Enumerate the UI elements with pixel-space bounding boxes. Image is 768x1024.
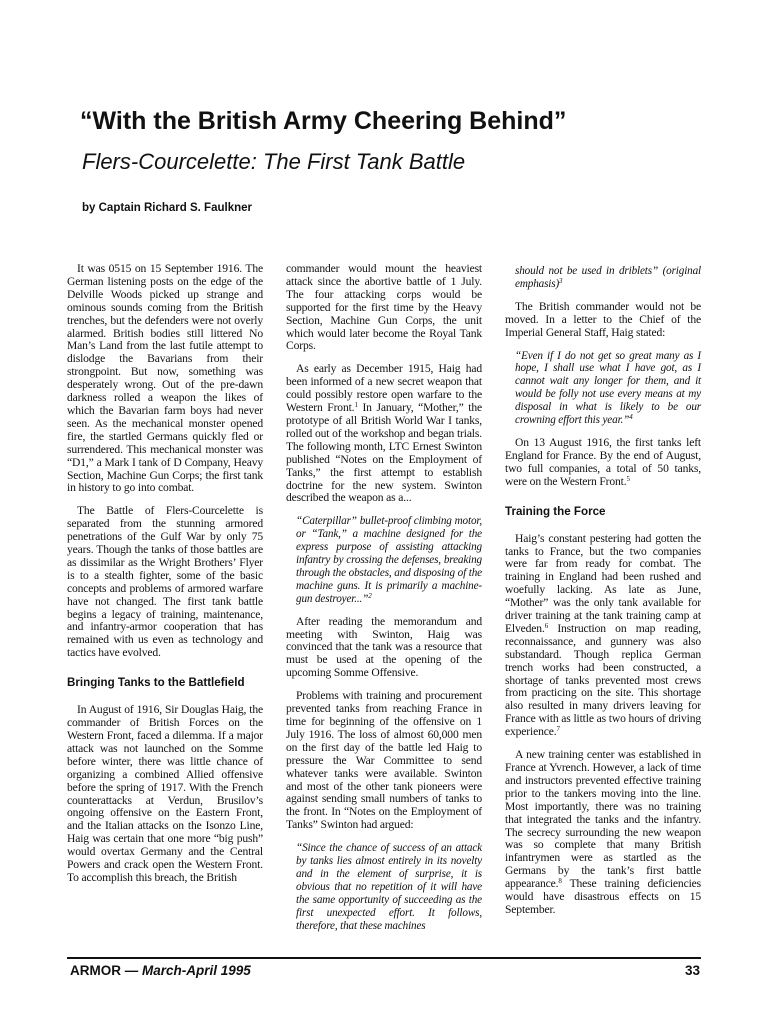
quote-text: “Caterpillar” bullet-proof climbing motor, or “Tank,” a machine designed for the express purpose of assisting attacking infantry by crossing the defenses, breaking through the obstacles, and disposing of the machine guns. It is primarily a machine-gun destroyer...” xyxy=(296,515,482,605)
block-quote xyxy=(286,515,482,605)
paragraph: commander would mount the heaviest attack since the abortive battle of 1 July. The four attacking corps would be supported for the first time by the Heavy Section, Machine Gun Corps, the unit which would later become the Royal Tank Corps. xyxy=(286,262,482,353)
paragraph xyxy=(286,363,482,505)
paragraph xyxy=(505,749,701,917)
block-quote xyxy=(505,350,701,427)
footer-rule xyxy=(67,957,701,959)
footnote-ref: 4 xyxy=(629,413,633,422)
footnote-ref: 1 xyxy=(354,401,358,410)
footer-publication xyxy=(70,962,251,980)
section-heading: Training the Force xyxy=(505,504,606,518)
quote-text: should not be used in driblets” (original emphasis) xyxy=(515,265,701,290)
text-run: On 13 August 1916, the first tanks left England for France. By the end of August, two full companies, a total of 50 tanks, were on the Western Front. xyxy=(505,435,701,488)
footnote-ref: 7 xyxy=(556,725,560,734)
issue-date: March-April 1995 xyxy=(142,963,251,978)
paragraph: After reading the memorandum and meeting with Swinton, Haig was convinced that the tank was a resource that must be used at the opening of the upcoming Somme Offensive. xyxy=(286,614,482,680)
paragraph: It was 0515 on 15 September 1916. The German listening posts on the edge of the Delville Woods picked up strange and ominous sounds coming from the British trenches, but the defenders were not overly alarmed. British bodies still littered No Man’s Land from the last futile attempt to dislodge the Bavarians from their strongpoint. But now, something was desperately wrong. Out of the pre-dawn darkness rolled a weapon the likes of which the Bavarian farm boys had never seen. As the mechanical monster opened fire, the startled Germans quickly fled or surrendered. This mechanical monster was “D1,” a Mark I tank of D Company, Heavy Section, Machine Gun Corps; the first tank in history to go into combat. xyxy=(67,262,263,495)
byline: by Captain Richard S. Faulkner xyxy=(82,202,252,214)
column-2 xyxy=(286,263,482,943)
text-run: A new training center was established in France at Yvrench. However, a lack of time and instructors prevented effective training prior to the tankers moving into the line. Most importantly, there was no training that integrated the tanks and the infantry. The secrecy surrounding the new weapon was so complete that many British infantrymen were as startled as the Germans by the tank’s first battle appearance. xyxy=(505,748,701,891)
block-quote-continued xyxy=(505,265,701,291)
paragraph: The British commander would not be moved. In a letter to the Chief of the Imperial General Staff, Haig stated: xyxy=(505,299,701,339)
text-run: In January, “Mother,” the prototype of all British World War I tanks, rolled out of the workshop and began trials. The following month, LTC Ernest Swinton published “Notes on the Employment of Tanks,” the first attempt to establish doctrine for the new system. Swinton described the weapon as a... xyxy=(286,401,482,505)
text-run: These training deficiencies would have disastrous effects on 15 September. xyxy=(505,877,701,916)
footnote-ref: 3 xyxy=(559,276,563,285)
article-subtitle: Flers-Courcelette: The First Tank Battle xyxy=(82,149,466,174)
footnote-ref: 2 xyxy=(368,591,372,600)
paragraph: The Battle of Flers-Courcelette is separated from the stunning armored penetrations of the Gulf War by only 75 years. Though the tanks of those battles are as dissimilar as the Wright Brothers’ Flyer is to a stealth fighter, some of the basic concepts and problems of armored warfare have not changed. The first tank battle begins a legacy of training, maintenance, and infantry-armor cooperation that has remained with us even as technology and tactics have evolved. xyxy=(67,504,263,660)
text-run: Haig’s constant pestering had gotten the tanks to France, but the two companies were far from ready for combat. The training in England had been rushed and woefully lacking. As late as June, “Mother” was the only tank available for driver training at the tank training camp at Elveden. xyxy=(505,531,701,635)
paragraph xyxy=(505,437,701,489)
footnote-ref: 8 xyxy=(558,877,562,886)
section-heading: Bringing Tanks to the Battlefield xyxy=(67,676,245,690)
column-3 xyxy=(505,265,701,927)
block-quote: “Since the chance of success of an attack by tanks lies almost entirely in its novelty and in the element of surprise, it is obvious that no repetition of it will have the same opportunity of succeeding as the first unexpected effort. It follows, therefore, that these machines xyxy=(296,842,482,932)
text-run: As early as December 1915, Haig had been informed of a new secret weapon that could possibly restore open warfare to the Western Front. xyxy=(286,362,482,415)
paragraph: In August of 1916, Sir Douglas Haig, the commander of British Forces on the Western Front, faced a dilemma. If a major attack was not launched on the Somme before winter, there was little chance of organizing a combined Allied offensive before the spring of 1917. With the French counterattacks at Verdun, Brusilov’s ongoing offensive on the Eastern Front, and the Italian attacks on the Isonzo Line, Haig was certain that one more “big push” would overtax Germany and the Central Powers and crack open the Western Front. To accomplish this breach, the British xyxy=(67,703,263,884)
paragraph: Problems with training and procurement prevented tanks from reaching France in time for beginning of the offensive on 1 July 1916. The loss of almost 60,000 men on the first day of the battle led Haig to pressure the War Committee to send whatever tanks were available. Swinton and most of the other tank pioneers were against sending small numbers of tanks to the front. In “Notes on the Employment of Tanks” Swinton had argued: xyxy=(286,689,482,832)
paragraph xyxy=(505,533,701,740)
column-1 xyxy=(67,263,263,895)
article-title: “With the British Army Cheering Behind” xyxy=(80,107,567,135)
footnote-ref: 5 xyxy=(626,474,630,483)
text-run: Instruction on map reading, reconnaissance, and gunnery was also substandard. Though replica German trench works had been constructed, a shortage of tanks prevented most crews from practicing on the site. This shortage also resulted in many drivers leaving for France with as little as two hours of driving experience. xyxy=(505,621,701,739)
page-number: 33 xyxy=(684,963,700,978)
quote-text: “Even if I do not get so great many as I hope, I shall use what I have got, as I cannot wait any longer for them, and it would be folly not use every means at my disposal in what is likely to be our crowning effort this year.” xyxy=(515,349,701,427)
footnote-ref: 6 xyxy=(544,621,549,630)
publication-name: ARMOR — xyxy=(70,963,139,978)
